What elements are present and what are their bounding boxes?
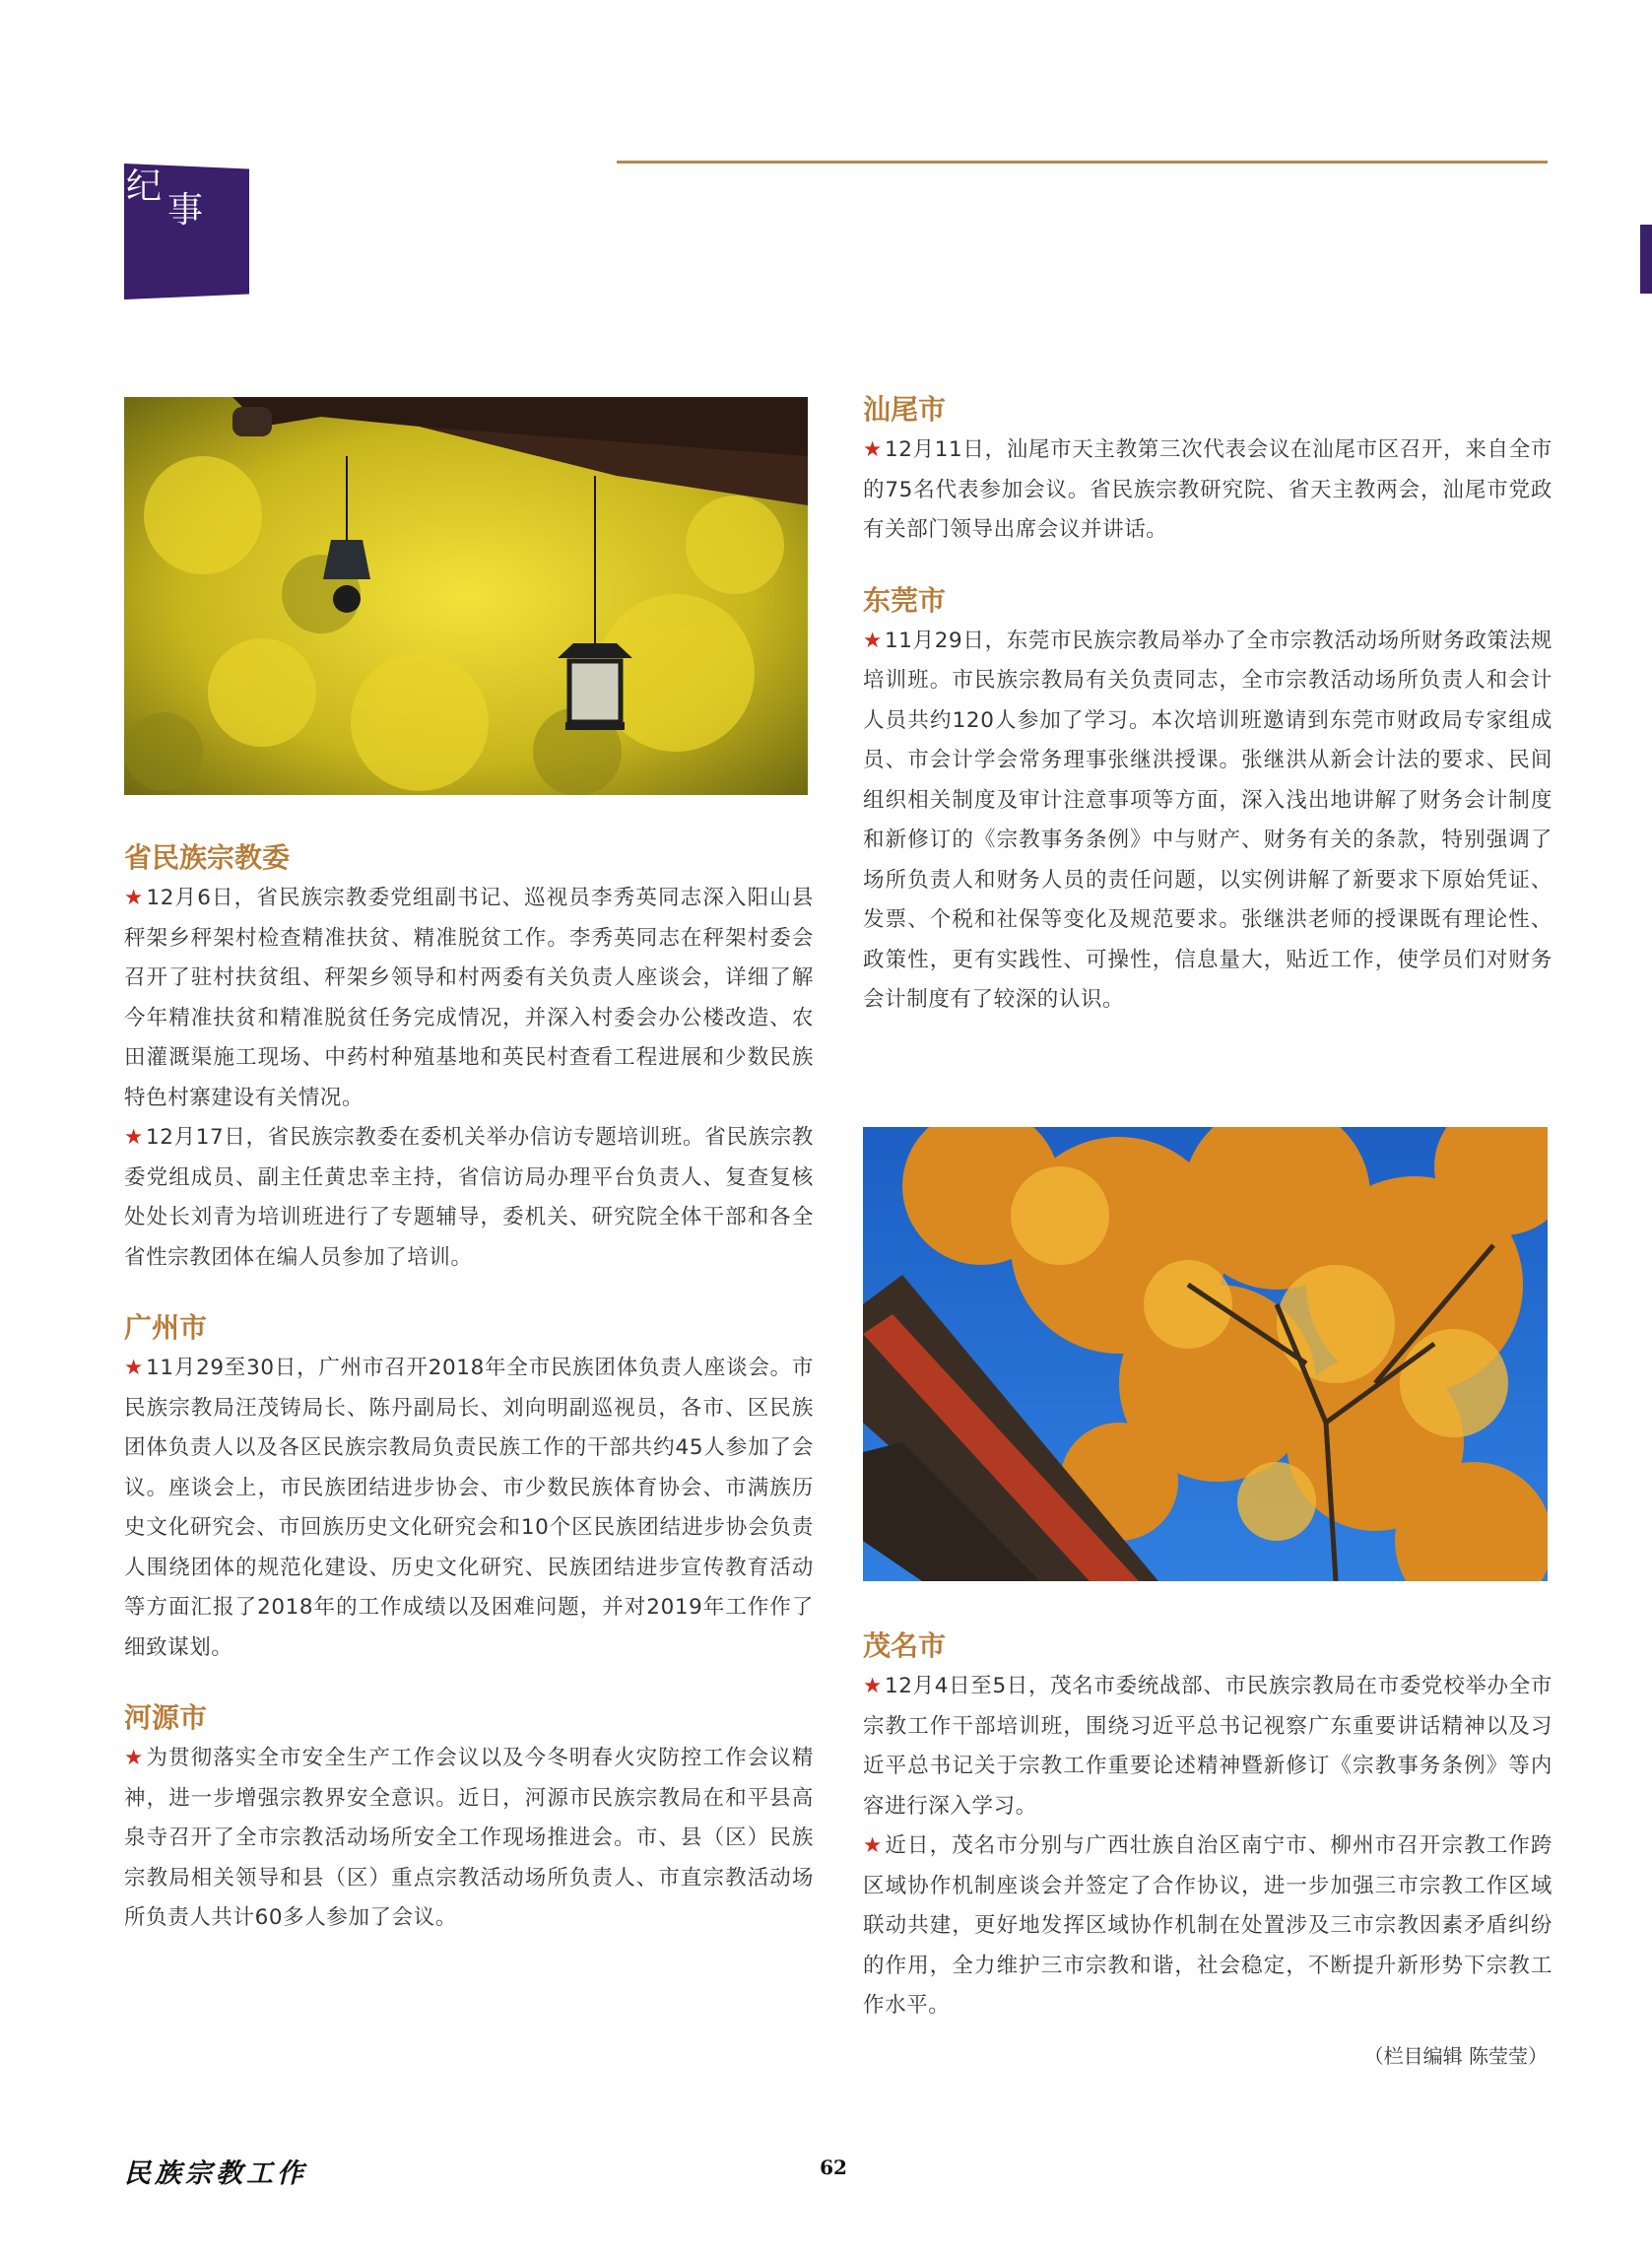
section-maoming <box>863 1626 1553 2026</box>
section-title: 广州市 <box>124 1311 208 1344</box>
badge-char-2: 事 <box>167 190 204 231</box>
news-item <box>863 431 1553 551</box>
news-text: 11月29至30日，广州市召开2018年全市民族团体负责人座谈会。市民族宗教局汪茂铸局长、陈丹副局长、刘向明副巡视员，各市、区民族团体负责人以及各区民族宗教局负责民族工作的干部共约45人参加了会议。座谈会上，市民族团结进步协会、市少数民族体育协会、市满族历史文化研究会、市回族历史文化研究会和10个区民族团结进步协会负责人围绕团体的规范化建设、历史文化研究、民族团结进步宣传教育活动等方面汇报了2018年的工作成绩以及困难问题，并对2019年工作作了细致谋划。 <box>124 1356 815 1660</box>
column-editor-credit: （栏目编辑 陈莹莹） <box>1363 2044 1548 2068</box>
lantern-photo <box>124 397 808 795</box>
page-number: 62 <box>820 2156 847 2179</box>
star-icon: ★ <box>124 886 145 910</box>
section-title: 汕尾市 <box>863 393 947 426</box>
section-title: 东莞市 <box>863 583 947 617</box>
lantern-photo-image <box>124 397 808 795</box>
news-text: 12月4日至5日，茂名市委统战部、市民族宗教局在市委党校举办全市宗教工作干部培训班，围绕习近平总书记视察广东重要讲话精神以及习近平总书记关于宗教工作重要论述精神暨新修订《宗教事务条例》等内容进行深入学习。 <box>863 1674 1553 1819</box>
section-heyuan <box>124 1697 814 1939</box>
header-rule <box>617 161 1548 164</box>
star-icon: ★ <box>124 1746 145 1770</box>
section-title: 茂名市 <box>863 1629 947 1662</box>
edge-tab <box>1640 225 1652 294</box>
news-text: 近日，茂名市分别与广西壮族自治区南宁市、柳州市召开宗教工作跨区域协作机制座谈会并签定了合作协议，进一步加强三市宗教工作区域联动共建，更好地发挥区域协作机制在处置涉及三市宗教因素矛盾纠纷的作用，全力维护三市宗教和谐，社会稳定，不断提升新形势下宗教工作水平。 <box>863 1833 1553 2018</box>
right-column-bottom <box>863 1626 1553 2026</box>
autumn-tree-photo-image <box>863 1127 1548 1581</box>
news-text: 为贯彻落实全市安全生产工作会议以及今冬明春火灾防控工作会议精神，进一步增强宗教界安全意识。近日，河源市民族宗教局在和平县高泉寺召开了全市宗教活动场所安全工作现场推进会。市、县（区）民族宗教局相关领导和县（区）重点宗教活动场所负责人、市直宗教活动场所负责人共计60多人参加了会议。 <box>124 1746 814 1930</box>
magazine-name: 民族宗教工作 <box>124 2158 307 2189</box>
news-item <box>863 622 1553 1021</box>
star-icon: ★ <box>863 628 883 653</box>
section-dongguan <box>863 580 1553 1021</box>
news-text: 11月29日，东莞市民族宗教局举办了全市宗教活动场所财务政策法规培训班。市民族宗教局有关负责同志，全市宗教活动场所负责人和会计人员共约120人参加了学习。本次培训班邀请到东莞市财政局专家组成员、市会计学会常务理事张继洪授课。张继洪从新会计法的要求、民间组织相关制度及审计注意事项等方面，深入浅出地讲解了财务会计制度和新修订的《宗教事务条例》中与财产、财务有关的条款，特别强调了场所负责人和财务人员的责任问题，以实例讲解了新要求下原始凭证、发票、个税和社保等变化及规范要求。张继洪老师的授课既有理论性、政策性，更有实践性、可操性，信息量大，贴近工作，使学员们对财务会计制度有了较深的认识。 <box>863 628 1553 1012</box>
section-guangzhou <box>124 1307 814 1668</box>
left-column <box>124 837 814 1939</box>
autumn-tree-photo <box>863 1127 1548 1581</box>
section-provincial-committee <box>124 837 814 1278</box>
star-icon: ★ <box>863 437 883 462</box>
section-shanwei <box>863 389 1553 551</box>
news-item <box>124 1118 814 1278</box>
star-icon: ★ <box>124 1356 145 1380</box>
news-text: 12月17日，省民族宗教委在委机关举办信访专题培训班。省民族宗教委党组成员、副主任黄忠幸主持，省信访局办理平台负责人、复查复核处处长刘青为培训班进行了专题辅导，委机关、研究院全体干部和各全省性宗教团体在编人员参加了培训。 <box>124 1125 815 1270</box>
news-item <box>124 1739 814 1939</box>
news-text: 12月11日，汕尾市天主教第三次代表会议在汕尾市区召开，来自全市的75名代表参加会议。省民族宗教研究院、省天主教两会，汕尾市党政有关部门领导出席会议并讲话。 <box>863 437 1553 542</box>
section-title: 省民族宗教委 <box>124 841 291 874</box>
badge-char-1: 纪 <box>126 166 163 207</box>
news-item <box>124 879 814 1118</box>
news-text: 12月6日，省民族宗教委党组副书记、巡视员李秀英同志深入阳山县秤架乡秤架村检查精准扶贫、精准脱贫工作。李秀英同志在秤架村委会召开了驻村扶贫组、秤架乡领导和村两委有关负责人座谈会，详细了解今年精准扶贫和精准脱贫任务完成情况，并深入村委会办公楼改造、农田灌溉渠施工现场、中药村种殖基地和英民村查看工程进展和少数民族特色村寨建设有关情况。 <box>124 886 815 1110</box>
star-icon: ★ <box>124 1125 144 1150</box>
news-item <box>124 1349 814 1668</box>
section-title: 河源市 <box>124 1701 208 1734</box>
news-item <box>863 1667 1553 1826</box>
right-column-top <box>863 389 1553 1021</box>
news-item <box>863 1826 1553 2026</box>
star-icon: ★ <box>863 1674 883 1698</box>
star-icon: ★ <box>863 1833 884 1858</box>
